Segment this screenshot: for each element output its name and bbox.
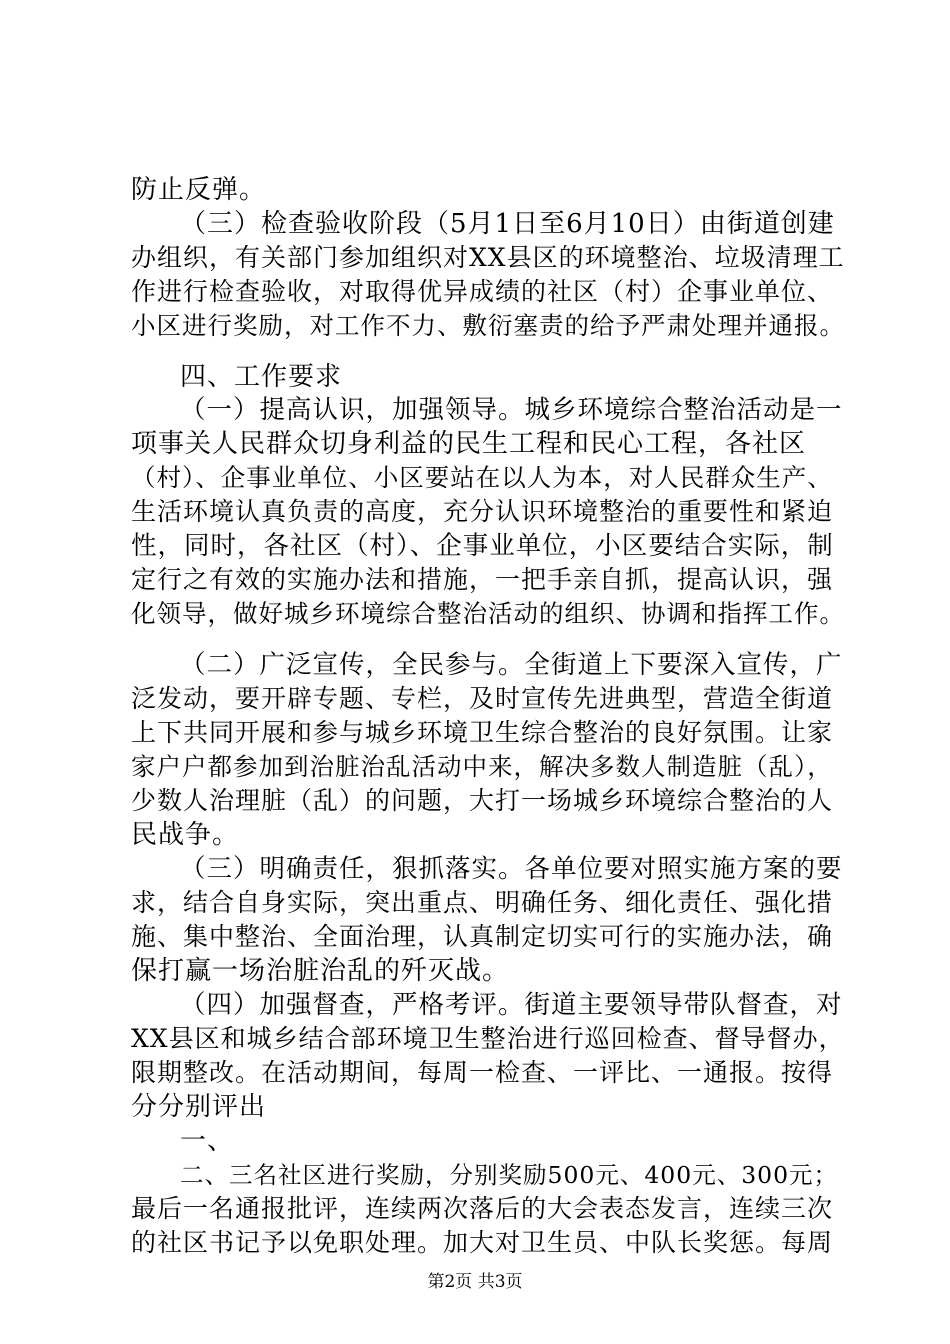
text-line: 防止反弹。	[131, 175, 267, 205]
text-line: 二、三名社区进行奖励，分别奖励500元、400元、300元；	[180, 1161, 839, 1189]
text-line: 办组织，有关部门参加组织对XX县区的环境整治、垃圾清理工	[131, 243, 845, 272]
text-line: 的社区书记予以免职处理。加大对卫生员、中队长奖惩。每周	[131, 1228, 834, 1257]
text-line: 少数人治理脏（乱）的问题，大打一场城乡环境综合整治的人	[131, 786, 834, 815]
text-line: 化领导，做好城乡环境综合整治活动的组织、协调和指挥工作。	[131, 599, 845, 628]
text-line: 保打赢一场治脏治乱的歼灭战。	[131, 956, 510, 986]
text-line: 一、	[180, 1126, 235, 1156]
text-line: （四）加强督查，严格考评。街道主要领导带队督查，对	[180, 990, 843, 1020]
text-line: 家户户都参加到治脏治乱活动中来，解决多数人制造脏（乱），	[131, 752, 833, 781]
text-line: 求，结合自身实际，突出重点、明确任务、细化责任、强化措	[131, 888, 834, 917]
text-line: 定行之有效的实施办法和措施，一把手亲自抓，提高认识，强	[131, 565, 834, 594]
text-line: 民战争。	[131, 820, 240, 850]
text-line: （二）广泛宣传，全民参与。全街道上下要深入宣传，广	[180, 650, 843, 680]
text-line: （一）提高认识，加强领导。城乡环境综合整治活动是一	[180, 395, 843, 425]
page-footer: 第2页 共3页	[427, 1272, 523, 1292]
text-line: 施、集中整治、全面治理，认真制定切实可行的实施办法，确	[131, 922, 834, 951]
text-line: 生活环境认真负责的高度，充分认识环境整治的重要性和紧迫	[131, 497, 834, 526]
text-line: XX县区和城乡结合部环境卫生整治进行巡回检查、督导督办，	[131, 1024, 845, 1053]
text-line: （村）、企事业单位、小区要站在以人为本，对人民群众生产、	[131, 463, 833, 492]
text-line: 作进行检查验收，对取得优异成绩的社区（村）企事业单位、	[131, 277, 834, 306]
text-line: 分分别评出	[131, 1092, 267, 1122]
text-line: 性，同时，各社区（村）、企事业单位，小区要结合实际，制	[131, 531, 834, 561]
text-line: （三）检查验收阶段（5月1日至6月10日）由街道创建	[180, 209, 835, 239]
text-line: 最后一名通报批评，连续两次落后的大会表态发言，连续三次	[131, 1194, 834, 1223]
text-line: 限期整改。在活动期间，每周一检查、一评比、一通报。按得	[131, 1058, 834, 1087]
text-line: 小区进行奖励，对工作不力、敷衍塞责的给予严肃处理并通报。	[131, 311, 845, 340]
text-line: 上下共同开展和参与城乡环境卫生综合整治的良好氛围。让家	[131, 718, 834, 747]
text-line: 项事关人民群众切身利益的民生工程和民心工程，各社区	[131, 429, 807, 459]
section-heading: 四、工作要求	[180, 362, 343, 392]
text-line: （三）明确责任，狠抓落实。各单位要对照实施方案的要	[180, 854, 843, 884]
text-line: 泛发动，要开辟专题、专栏，及时宣传先进典型，营造全街道	[131, 684, 834, 713]
